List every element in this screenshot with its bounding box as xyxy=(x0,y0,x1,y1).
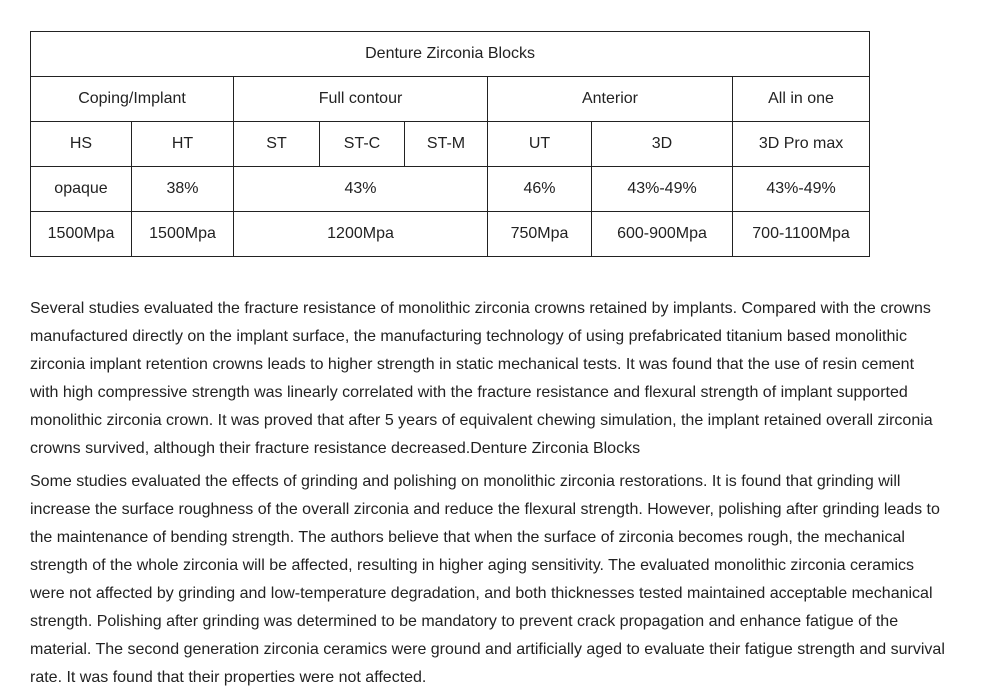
model-ut: UT xyxy=(488,122,592,167)
group-anterior: Anterior xyxy=(488,77,733,122)
strength-ut: 750Mpa xyxy=(488,212,592,257)
table-translucency-row xyxy=(31,167,870,212)
model-ht: HT xyxy=(132,122,234,167)
model-3d-pro-max: 3D Pro max xyxy=(733,122,870,167)
article-paragraph-2: Some studies evaluated the effects of grinding and polishing on monolithic zirconia restorations. It is found that grinding will increase the surface roughness of the overall zirconia and reduce the flexural strength. However, polishing after grinding leads to the maintenance of bending strength. The authors believe that when the surface of zirconia becomes rough, the mechanical strength of the whole zirconia will be affected, resulting in higher aging sensitivity. The evaluated monolithic zirconia ceramics were not affected by grinding and low-temperature degradation, and both thicknesses tested maintained acceptable mechanical strength. Polishing after grinding was determined to be mandatory to prevent crack propagation and enhance fatigue of the material. The second generation zirconia ceramics were ground and artificially aged to evaluate their fatigue strength and survival rate. It was found that their properties were not affected. xyxy=(30,473,945,686)
translucency-full-contour: 43% xyxy=(234,167,488,212)
strength-hs: 1500Mpa xyxy=(31,212,132,257)
table-title-row xyxy=(31,32,870,77)
zirconia-blocks-table xyxy=(30,31,870,257)
model-st-m: ST-M xyxy=(405,122,488,167)
translucency-3d-pro-max: 43%-49% xyxy=(733,167,870,212)
strength-full-contour: 1200Mpa xyxy=(234,212,488,257)
group-coping-implant: Coping/Implant xyxy=(31,77,234,122)
model-st-c: ST-C xyxy=(320,122,405,167)
table-strength-row xyxy=(31,212,870,257)
strength-3d: 600-900Mpa xyxy=(592,212,733,257)
translucency-ht: 38% xyxy=(132,167,234,212)
table-group-row xyxy=(31,77,870,122)
table-model-row xyxy=(31,122,870,167)
translucency-hs: opaque xyxy=(31,167,132,212)
model-hs: HS xyxy=(31,122,132,167)
table-title: Denture Zirconia Blocks xyxy=(31,32,870,77)
group-full-contour: Full contour xyxy=(234,77,488,122)
strength-ht: 1500Mpa xyxy=(132,212,234,257)
model-3d: 3D xyxy=(592,122,733,167)
translucency-ut: 46% xyxy=(488,167,592,212)
article-body xyxy=(30,295,945,696)
strength-3d-pro-max: 700-1100Mpa xyxy=(733,212,870,257)
group-all-in-one: All in one xyxy=(733,77,870,122)
model-st: ST xyxy=(234,122,320,167)
translucency-3d: 43%-49% xyxy=(592,167,733,212)
article-paragraph-1: Several studies evaluated the fracture resistance of monolithic zirconia crowns retained by implants. Compared with the crowns manufactured directly on the implant surface, the manufacturing technology of using prefabricated titanium based monolithic zirconia implant retention crowns leads to higher strength in static mechanical tests. It was found that the use of resin cement with high compressive strength was linearly correlated with the fracture resistance and flexural strength of implant supported monolithic zirconia crown. It was proved that after 5 years of equivalent chewing simulation, the implant retained overall zirconia crowns survived, although their fracture resistance decreased.Denture Zirconia Blocks xyxy=(30,300,933,457)
